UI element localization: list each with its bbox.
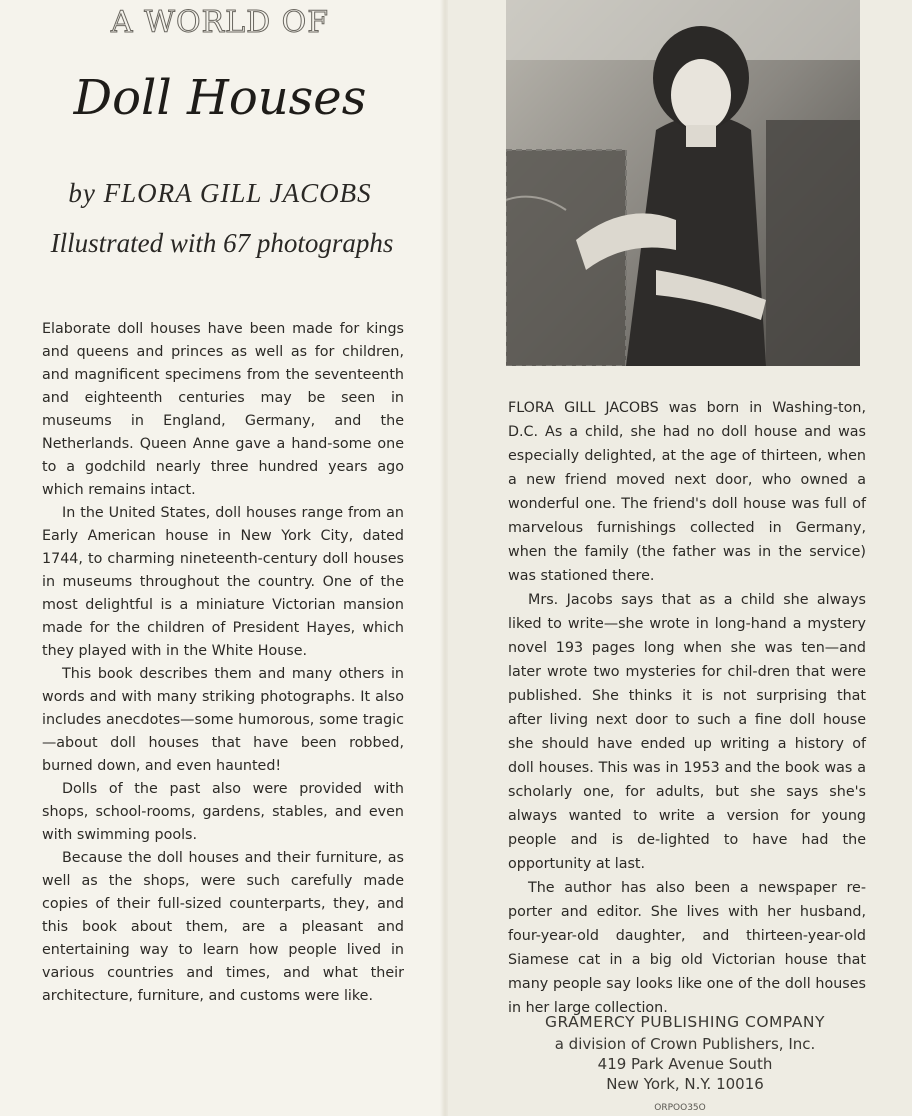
- description-paragraph: Elaborate doll houses have been made for kings and queens and princes as well as for children, and magnificent specimens from the seventeenth and eighteenth centuries may be seen in museums in England, Germany, and the Netherlands. Queen Anne gave a hand-some one to a godchild nearly three hundred years ago which remains intact.: [42, 321, 404, 498]
- publisher-city: New York, N.Y. 10016: [606, 1075, 764, 1093]
- catalog-number: ORPOO35O: [654, 1103, 706, 1113]
- biography-paragraph: Mrs. Jacobs says that as a child she always liked to write—she wrote in long-hand a mystery novel 193 pages long when she was ten—and later wrote two mysteries for chil-dren that were published. She thinks it is not surprising that after living next door to such a fine doll house she should have ended up writing a history of doll houses. This was in 1953 and the book was a scholarly one, for adults, but she says she's always wanted to write a version for young people and is de-lighted to have had the opportunity at last.: [508, 592, 866, 872]
- book-description: [42, 318, 404, 1008]
- author-biography: [508, 396, 866, 1020]
- publisher-street: 419 Park Avenue South: [597, 1055, 773, 1073]
- publisher-name: GRAMERCY PUBLISHING COMPANY: [545, 1013, 825, 1031]
- description-paragraph: In the United States, doll houses range from an Early American house in New York City, dated 1744, to charming nineteenth-century doll houses in museums throughout the country. One of the most delightful is a miniature Victorian mansion made for the children of President Hayes, which they played with in the White House.: [42, 505, 404, 659]
- description-paragraph: Because the doll houses and their furniture, as well as the shops, were such carefully made copies of their full-sized counterparts, they, and this book about them, are a pleasant and entertaining way to learn how people lived in various countries and times, and what their architecture, furniture, and customs were like.: [42, 850, 404, 1004]
- author-photo-drawing: [506, 0, 860, 366]
- illustration-note: Illustrated with 67 photographs: [50, 228, 394, 258]
- book-title: Doll Houses: [73, 70, 367, 126]
- biography-paragraph: FLORA GILL JACOBS was born in Washing-ton, D.C. As a child, she had no doll house and was especially delighted, at the age of thirteen, when a new friend moved next door, who owned a wonderful one. The friend's doll house was full of marvelous furnishings collected in Germany, when the family (the father was in the service) was stationed there.: [508, 400, 866, 584]
- author-byline: by FLORA GILL JACOBS: [68, 178, 372, 208]
- publisher-block: [500, 1012, 870, 1094]
- publisher-division: a division of Crown Publishers, Inc.: [554, 1035, 816, 1053]
- description-paragraph: This book describes them and many others in words and with many striking photographs. It also includes anecdotes—some humorous, some tragic—about doll houses that have been robbed, burned down, and even haunted!: [42, 666, 404, 774]
- title-line-1: A WORLD OF: [110, 5, 330, 40]
- description-paragraph: Dolls of the past also were provided with shops, school-rooms, gardens, stables, and even with swimming pools.: [42, 781, 404, 843]
- biography-paragraph: The author has also been a newspaper re-porter and editor. She lives with her husband, four-year-old daughter, and thirteen-year-old Siamese cat in a big old Victorian house that many people say looks like one of the doll houses in her large collection.: [508, 880, 866, 1016]
- author-photo: [506, 0, 860, 366]
